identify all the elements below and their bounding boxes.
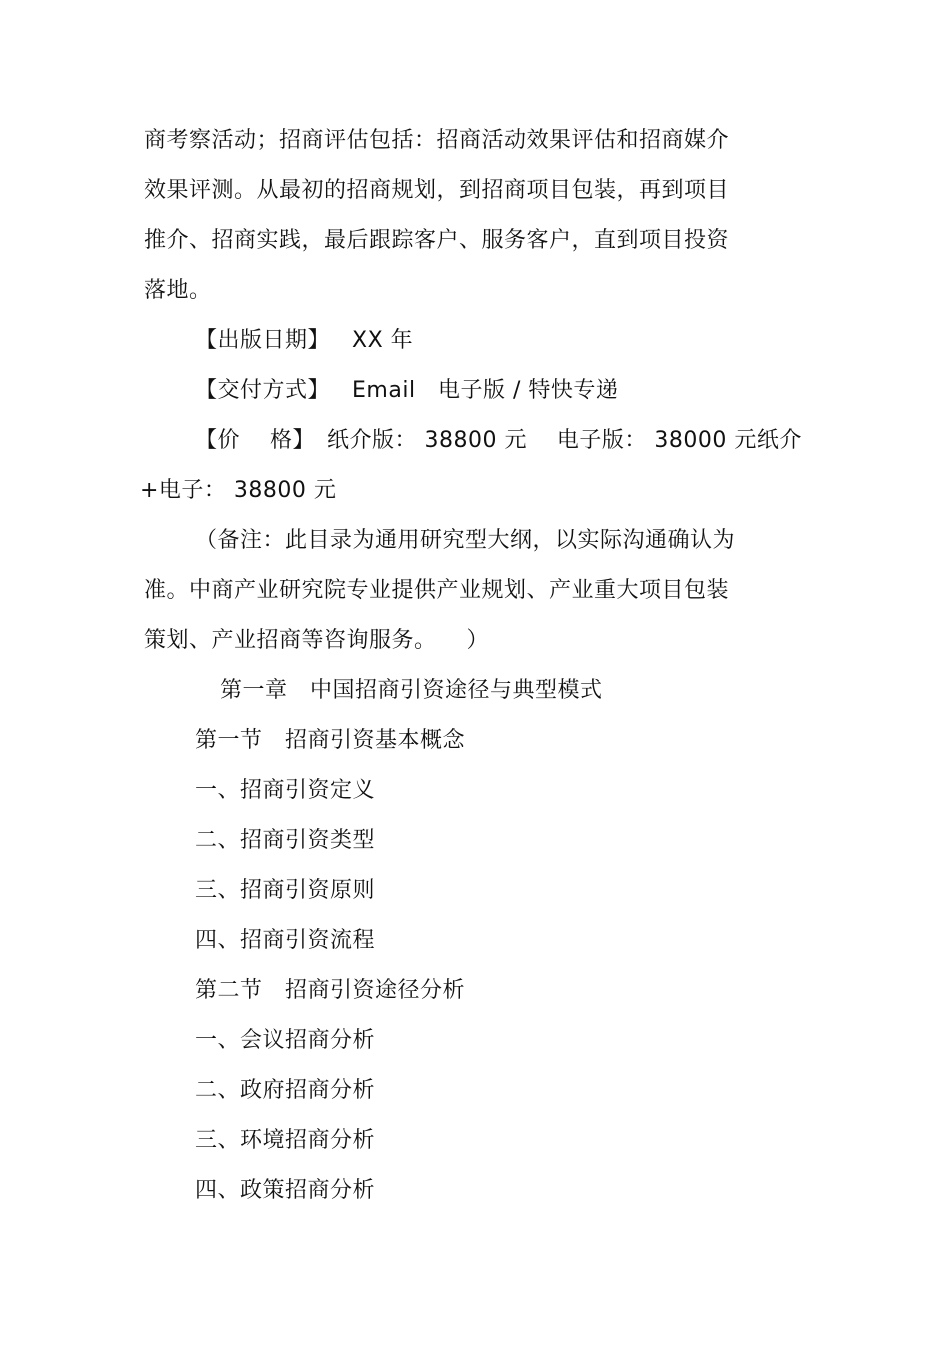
toc-item: 四、招商引资流程 bbox=[195, 928, 376, 953]
note-line-1: （备注：此目录为通用研究型大纲，以实际沟通确认为 bbox=[195, 528, 736, 553]
section-2-heading: 第二节 招商引资途径分析 bbox=[195, 978, 465, 1003]
publish-date-label: 【出版日期】 bbox=[195, 328, 331, 353]
price-value: 纸介版： 38800 元 电子版： 38000 元纸介 bbox=[326, 428, 802, 453]
delivery-row bbox=[195, 376, 618, 406]
publish-date-value: XX 年 bbox=[352, 328, 414, 353]
toc-item: 四、政策招商分析 bbox=[195, 1178, 376, 1203]
intro-line-2: 效果评测。从最初的招商规划，到招商项目包装，再到项目 bbox=[144, 178, 730, 203]
price-row bbox=[195, 426, 802, 456]
price-continuation: +电子： 38800 元 bbox=[140, 478, 337, 503]
toc-item: 一、会议招商分析 bbox=[195, 1028, 376, 1053]
toc-item: 一、招商引资定义 bbox=[195, 778, 376, 803]
toc-item: 二、招商引资类型 bbox=[195, 828, 376, 853]
toc-item: 三、招商引资原则 bbox=[195, 878, 376, 903]
section-1-heading: 第一节 招商引资基本概念 bbox=[195, 728, 465, 753]
toc-item: 三、环境招商分析 bbox=[195, 1128, 376, 1153]
toc-item: 二、政府招商分析 bbox=[195, 1078, 376, 1103]
delivery-label: 【交付方式】 bbox=[195, 378, 331, 403]
note-line-2: 准。中商产业研究院专业提供产业规划、产业重大项目包装 bbox=[144, 578, 730, 603]
note-line-3: 策划、产业招商等咨询服务。 ） bbox=[144, 628, 489, 653]
publish-date-row bbox=[195, 326, 413, 356]
price-label: 【价 格】 bbox=[195, 428, 315, 453]
chapter-1-heading: 第一章 中国招商引资途径与典型模式 bbox=[220, 678, 603, 703]
intro-line-4: 落地。 bbox=[144, 278, 212, 303]
intro-line-3: 推介、招商实践，最后跟踪客户、服务客户，直到项目投资 bbox=[144, 228, 730, 253]
intro-line-1: 商考察活动；招商评估包括：招商活动效果评估和招商媒介 bbox=[144, 128, 730, 153]
delivery-value: Email 电子版 / 特快专递 bbox=[352, 378, 619, 403]
